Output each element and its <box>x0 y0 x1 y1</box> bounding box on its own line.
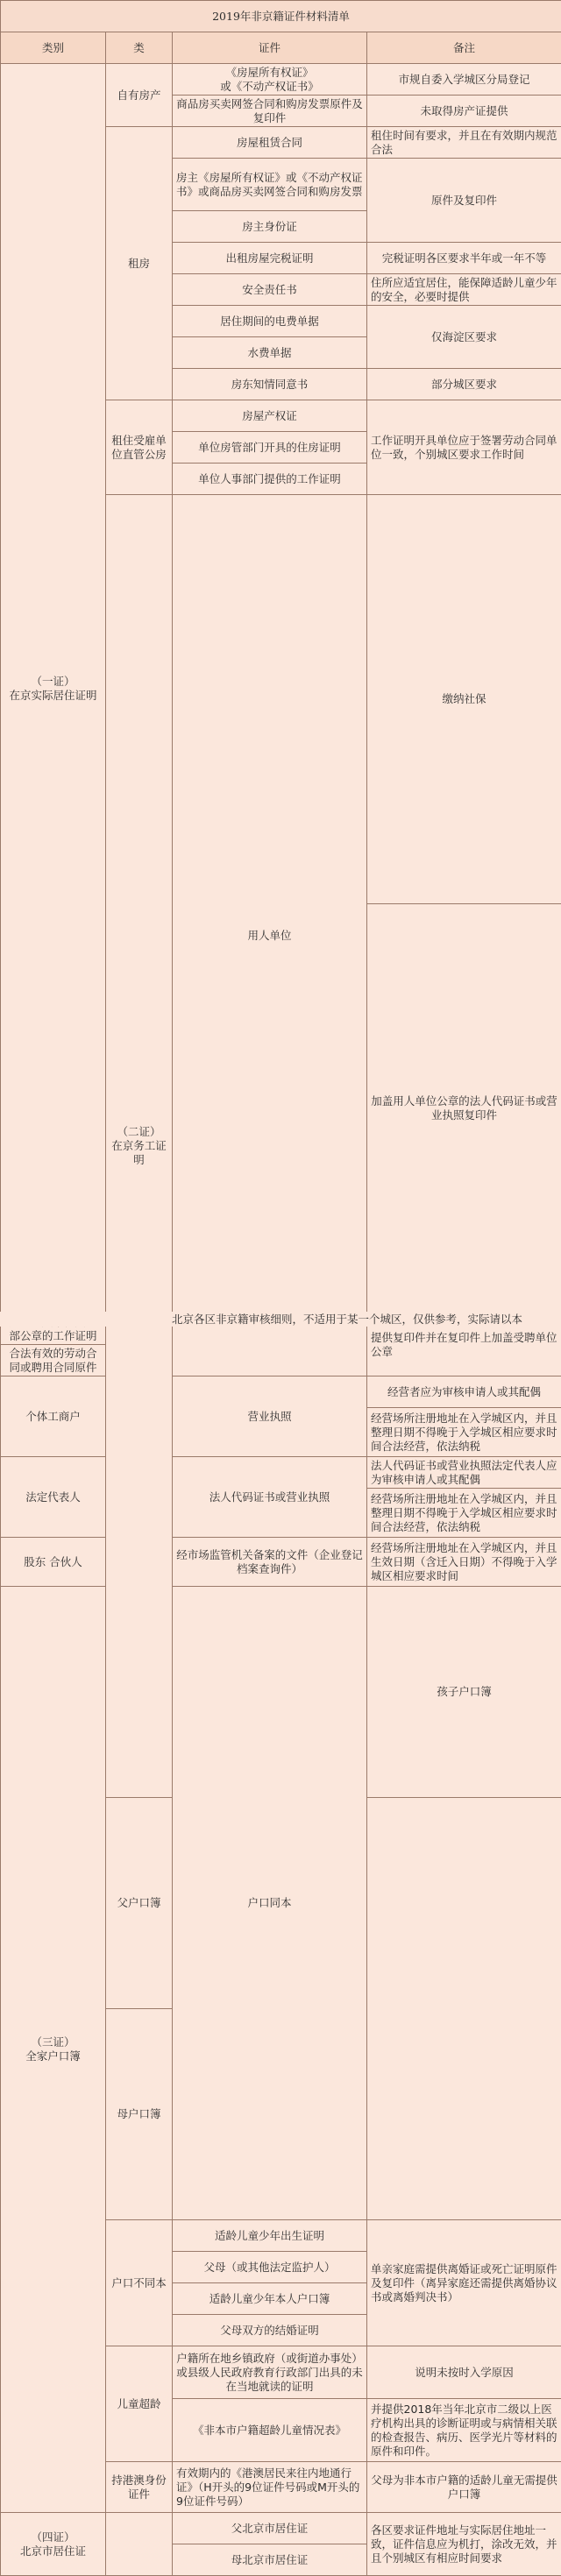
document-cell: 法人代码证书或营业执照 <box>173 1457 367 1538</box>
subcategory-different-register: 户口不同本 <box>106 2220 173 2346</box>
remark-cell: 父母为非本市户籍的适龄儿童无需提供户口簿 <box>367 2462 561 2513</box>
remark-cell: 原件及复印件 <box>367 159 561 243</box>
document-cell: 母户口簿 <box>106 2009 173 2220</box>
remark-cell: 法人代码证书或营业执照法定代表人应为审核申请人或其配偶 <box>367 1457 561 1489</box>
remark-cell: 经营场所注册地址在入学城区内，并且整理日期不得晚于入学城区相应要求时间合法经营，依法纳税 <box>367 1408 561 1457</box>
document-cell: 《非本市户籍超龄儿童情况表》 <box>173 2399 367 2462</box>
category-household-register: （三证） 全家户口簿 <box>1 1587 106 2513</box>
subcategory-employer: 用人单位 <box>173 495 367 1376</box>
document-cell: 父户口簿 <box>106 1798 173 2009</box>
document-cell: 安全责任书 <box>173 274 367 306</box>
subcategory-rent: 租房 <box>106 127 173 400</box>
category-employment: （二证） 在京务工证明 <box>106 495 173 1798</box>
subcategory-same-register: 户口同本 <box>173 1587 367 2220</box>
subcategory-shareholder: 股东 合伙人 <box>1 1538 106 1587</box>
subcategory-legal-representative: 法定代表人 <box>1 1457 106 1538</box>
remark-cell: 经营者应为审核申请人或其配偶 <box>367 1376 561 1408</box>
category-residence: （一证） 在京实际居住证明 <box>1 64 106 1313</box>
category-residence-permit: （四证） 北京市居住证 <box>1 2513 106 2576</box>
subcategory-individual-business: 个体工商户 <box>1 1376 106 1457</box>
document-cell: 适龄儿童少年出生证明 <box>173 2220 367 2252</box>
header-document: 证件 <box>173 32 367 64</box>
document-cell: 房屋产权证 <box>173 400 367 432</box>
remark-cell: 未取得房产证提供 <box>367 96 561 127</box>
remark-cell: 市规自委入学城区分局登记 <box>367 64 561 96</box>
remark-cell: 仅海淀区要求 <box>367 306 561 369</box>
remark-cell: 经营场所注册地址在入学城区内，并且生效日期（含迁入日期）不得晚于入学城区相应要求时间 <box>367 1538 561 1587</box>
header-subcategory: 类 <box>106 32 173 64</box>
document-cell: 母北京市居住证 <box>173 2544 367 2576</box>
document-cell: 《房屋所有权证》 或《不动产权证书》 <box>173 64 367 96</box>
document-cell: 孩子户口簿 <box>367 1587 561 1798</box>
table-title: 2019年非京籍证件材料清单 <box>1 1 561 32</box>
remark-cell: 完税证明各区要求半年或一年不等 <box>367 243 561 274</box>
document-cell: 缴纳社保 <box>367 495 561 904</box>
document-cell: 营业执照 <box>173 1376 367 1457</box>
subcategory-blank <box>106 2513 173 2576</box>
document-cell: 户籍所在地乡镇政府（或街道办事处）或县级人民政府教育行政部门出具的未在当地就读的证明 <box>173 2346 367 2399</box>
document-cell: 有效期内的《港澳居民来往内地通行证》（H开头的9位证件号码或M开头的9位证件号码） <box>173 2462 367 2513</box>
remark-cell: 单亲家庭需提供离婚证或死亡证明原件及复印件（离异家庭还需提供离婚协议书或离婚判决书） <box>367 2220 561 2346</box>
header-remark: 备注 <box>367 32 561 64</box>
remark-cell: 工作证明开具单位应于签署劳动合同单位一致，个别城区要求工作时间 <box>367 400 561 495</box>
document-cell: 加盖用人单位公章的法人代码证书或营业执照复印件 <box>367 904 561 1313</box>
document-cell: 单位房管部门开具的住房证明 <box>173 432 367 464</box>
remark-cell: 并提供2018年当年北京市二级以上医疗机构出具的诊断证明或与病情相关联的检查报告、病历、医学光片等材料的原件和印件。 <box>367 2399 561 2462</box>
subcategory-public-housing: 租住受雇单位直管公房 <box>106 400 173 495</box>
document-cell: 居住期间的电费单据 <box>173 306 367 337</box>
document-cell: 房主身份证 <box>173 211 367 243</box>
remark-cell: 经营场所注册地址在入学城区内，并且整理日期不得晚于入学城区相应要求时间合法经营，依法纳税 <box>367 1489 561 1538</box>
footer-note: 北京各区非京籍审核细则，不适用于某一个城区，仅供参考，实际请以本 <box>0 1312 561 1327</box>
remark-cell: 租住时间有要求，并且在有效期内规范合法 <box>367 127 561 159</box>
subcategory-own-property: 自有房产 <box>106 64 173 127</box>
remark-cell: 说明未按时入学原因 <box>367 2346 561 2399</box>
document-cell: 父母（或其他法定监护人） <box>173 2252 367 2283</box>
remark-cell: 部分城区要求 <box>367 369 561 400</box>
document-cell: 商品房买卖网签合同和购房发票原件及复印件 <box>173 96 367 127</box>
subcategory-overage-child: 儿童超龄 <box>106 2346 173 2462</box>
document-cell: 房东知情同意书 <box>173 369 367 400</box>
subcategory-hk-macau-id: 持港澳身份证件 <box>106 2462 173 2513</box>
remark-cell: 住所应适宜居住，能保障适龄儿童少年的安全，必要时提供 <box>367 274 561 306</box>
document-cell: 房主《房屋所有权证》或《不动产权证书》或商品房买卖网签合同和购房发票 <box>173 159 367 211</box>
document-cell: 出租房屋完税证明 <box>173 243 367 274</box>
remark-cell: 提供复印件并在复印件上加盖受聘单位公章 <box>367 1313 561 1376</box>
header-category: 类别 <box>1 32 106 64</box>
document-cell: 经市场监管机关备案的文件（企业登记档案查询件） <box>173 1538 367 1587</box>
document-cell: 父母双方的结婚证明 <box>173 2315 367 2346</box>
document-cell: 水费单据 <box>173 337 367 369</box>
document-cell: 部公章的工作证明 <box>1 1313 106 1345</box>
document-cell: 合法有效的劳动合同或聘用合同原件 <box>1 1345 106 1376</box>
document-cell: 父北京市居住证 <box>173 2513 367 2544</box>
document-cell: 单位人事部门提供的工作证明 <box>173 464 367 495</box>
document-cell: 房屋租赁合同 <box>173 127 367 159</box>
remark-cell: 各区要求证件地址与实际居住地址一致，证件信息应为机打，涂改无效，并且个别城区有相应时间要求 <box>367 2513 561 2576</box>
document-cell: 适龄儿童少年本人户口簿 <box>173 2283 367 2315</box>
